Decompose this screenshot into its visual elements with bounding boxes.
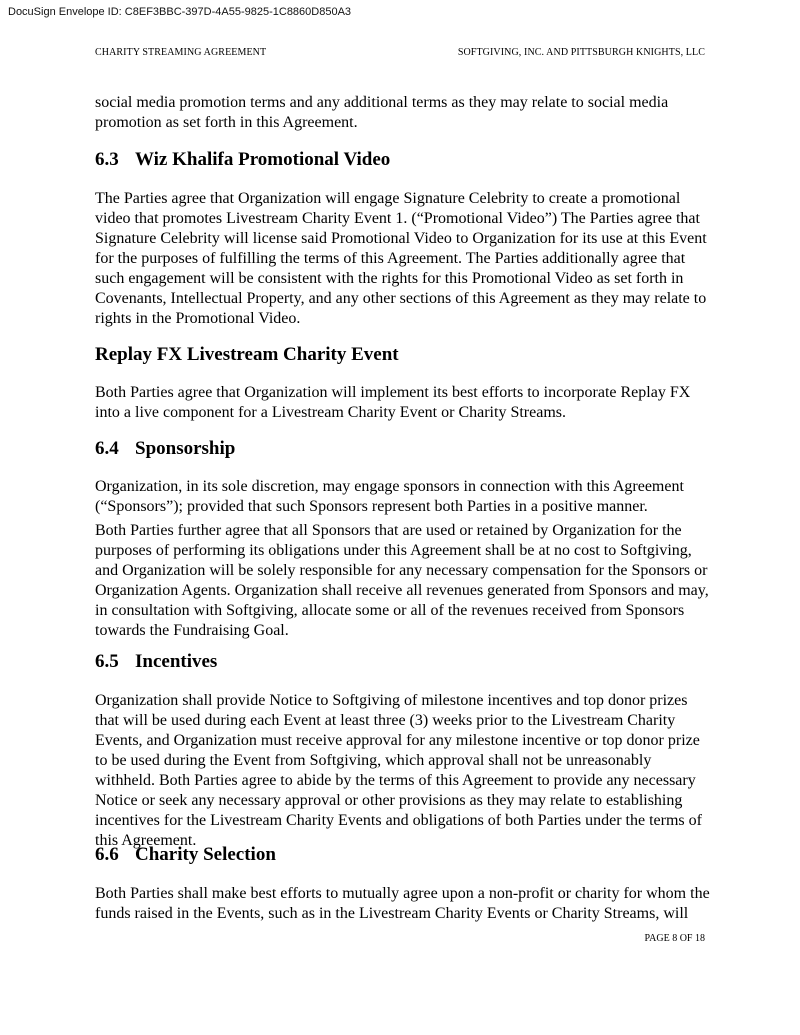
heading-6-6: [95, 844, 276, 866]
section-number: 6.3: [95, 149, 119, 170]
heading-6-5: [95, 651, 217, 673]
section-title: Replay FX Livestream Charity Event: [95, 344, 399, 365]
section-number: 6.5: [95, 651, 119, 672]
section-number: 6.6: [95, 844, 119, 865]
heading-6-4: [95, 438, 235, 460]
header-title: CHARITY STREAMING AGREEMENT: [95, 47, 267, 58]
paragraph-6-4a: Organization, in its sole discretion, may engage sponsors in connection with this Agreement (“Sponsors”); provided that such Sponsors represent both Parties in a positive manner.: [95, 478, 684, 515]
paragraph-6-3: The Parties agree that Organization will engage Signature Celebrity to create a promotional video that promotes Livestream Charity Event 1. (“Promotional Video”) The Parties agree that Signature Celebrity will license said Promotional Video to Organization for its use at this Event for the purposes of fulfilling the terms of this Agreement. The Parties additionally agree that such engagement will be consistent with the rights for this Promotional Video as set forth in Covenants, Intellectual Property, and any other sections of this Agreement as they may relate to rights in the Promotional Video.: [95, 190, 707, 327]
section-title: Charity Selection: [135, 844, 276, 865]
section-title: Incentives: [135, 651, 218, 672]
paragraph-6-4b: Both Parties further agree that all Sponsors that are used or retained by Organization for the purposes of performing its obligations under this Agreement shall be at no cost to Softgiving, and Organization will be solely responsible for any necessary compensation for the Sponsors or Organization Agents. Organization shall receive all revenues generated from Sponsors and may, in consultation with Softgiving, allocate some or all of the revenues received from Sponsors towards the Fundraising Goal.: [95, 522, 709, 639]
section-number: 6.4: [95, 438, 119, 459]
paragraph-replay-fx: Both Parties agree that Organization will implement its best efforts to incorporate Replay FX into a live component for a Livestream Charity Event or Charity Streams.: [95, 384, 691, 421]
paragraph-6-6: Both Parties shall make best efforts to mutually agree upon a non-profit or charity for whom the funds raised in the Events, such as in the Livestream Charity Events or Charity Streams, will: [95, 885, 710, 922]
docusign-envelope-id: DocuSign Envelope ID: C8EF3BBC-397D-4A55-9825-1C8860D850A3: [8, 6, 352, 18]
heading-6-3: [95, 149, 390, 171]
paragraph-intro: social media promotion terms and any additional terms as they may relate to social media promotion as set forth in this Agreement.: [95, 94, 669, 131]
header-parties: SOFTGIVING, INC. AND PITTSBURGH KNIGHTS, LLC: [457, 47, 705, 58]
heading-replay-fx: [95, 344, 399, 366]
section-title: Sponsorship: [135, 438, 236, 459]
section-title: Wiz Khalifa Promotional Video: [135, 149, 391, 170]
page-number: PAGE 8 OF 18: [644, 933, 705, 944]
paragraph-6-5: Organization shall provide Notice to Softgiving of milestone incentives and top donor prizes that will be used during each Event at least three (3) weeks prior to the Livestream Charity Events, and Organization must receive approval for any milestone incentive or top donor prize to be used during the Event from Softgiving, which approval shall not be unreasonably withheld. Both Parties agree to abide by the terms of this Agreement to provide any necessary Notice or seek any necessary approval or other provisions as they may relate to establishing incentives for the Livestream Charity Events and obligations of both Parties under the terms of this Agreement.: [95, 692, 702, 849]
